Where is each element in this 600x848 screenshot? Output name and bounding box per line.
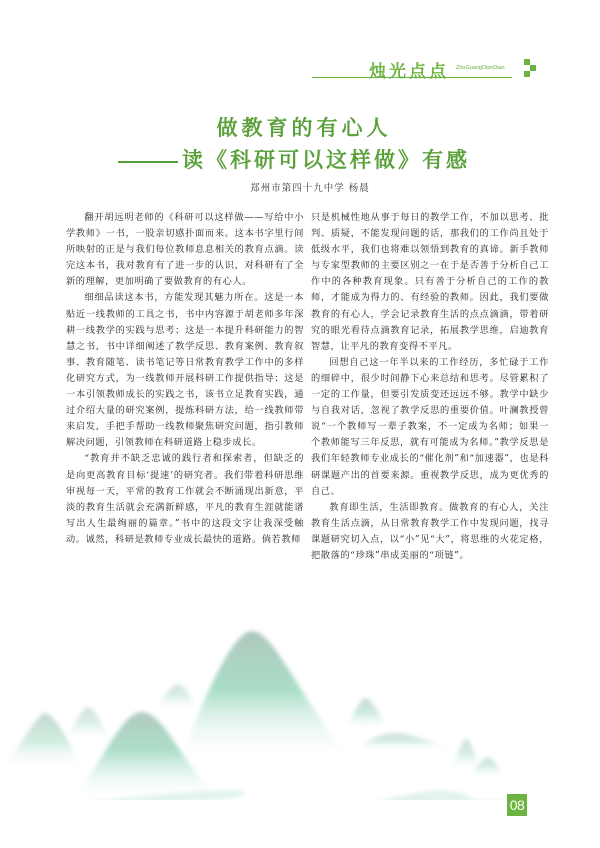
paragraph: 教育即生活，生活即教育。做教育的有心人，关注教育生活点滴，从日常教育教学工作中发现问题，找寻课题研究切入点，以“小”见“大”，将思维的火花定格，把散落的“珍珠”串成美丽的“项链”。 — [311, 501, 549, 561]
section-title: 烛光点点 — [369, 62, 449, 82]
paragraph: 只是机械性地从事于每日的教学工作，不加以思考、批判、质疑，不能发现问题的话，那我们的工作尚且处于低级水平，我们也将难以领悟到教育的真谛。新手教师与专家型教师的主要区别之一在于是否善于分析自己工作中的各种教育现象。只有善于分析自己的工作的教师，才能成为得力的、有经验的教师。因此，我们要做教育的有心人，学会记录教育生活的点点滴滴，带着研究的眼光看待点滴教育记录，拓展教学思维，启迪教育智慧，让平凡的教育变得不平凡。 — [311, 212, 549, 352]
paragraph: 翻开胡远明老师的《科研可以这样做——写给中小学教师》一书，一股亲切感扑面而来。这本书字里行间所映射的正是与我们每位教师息息相关的教育点滴。读完这本书，我对教育有了进一步的认识，对科研有了全新的理解，更加明确了要做教育的有心人。 — [66, 212, 304, 288]
section-subtitle: ZhuGuangDianDian — [456, 65, 505, 71]
mountain-landscape-illustration — [0, 600, 600, 800]
paragraph: “教育并不缺乏忠诚的践行者和探索者，但缺乏的是向更高教育目标‘提速’的研究者。我们带着科研思维审视每一天，平常的教育工作就会不断涌现出新意，平淡的教育生活就会充满新鲜感，平凡的教育生涯就能谱写出人生最绚丽的篇章。”书中的这段文字让我深受触动。诚然，科研是教师专业成长最快的道路。倘若教师 — [66, 453, 304, 545]
page-number: 08 — [507, 794, 527, 816]
paragraph: 细细品读这本书，方能发现其魅力所在。这是一本贴近一线教师的工具之书，书中内容源于胡老师多年深耕一线教学的实践与思考；这是一本提升科研能力的智慧之书，书中详细阐述了教学反思、教育案例、教育叙事、教育随笔、读书笔记等日常教育教学工作中的多样化研究方式，为一线教师开展科研工作提供指导；这是一本引领教师成长的实践之书，该书立足教育实践，通过介绍大量的研究案例，提炼科研方法，给一线教师带来启发，手把手帮助一线教师聚焦研究问题，指引教师解决问题，引领教师在科研道路上稳步成长。 — [66, 292, 304, 449]
section-header — [312, 55, 542, 85]
right-column — [311, 210, 549, 564]
article-subtitle-text: 读《科研可以这样做》有感 — [182, 147, 470, 172]
paragraph: 回想自己这一年半以来的工作经历，多忙碌于工作的细碎中，很少时间静下心来总结和思考。尽管累积了一定的工作量，但要引发质变还远远不够。教学中缺少与自我对话，忽视了教学反思的重要价值。叶澜教授曾说“一个教师写一辈子教案，不一定成为名师；如果一个教师能写三年反思，就有可能成为名师。”教学反思是我们年轻教师专业成长的“催化剂”和“加速器”，也是科研课题产出的首要来源。重视教学反思，成为更优秀的自己。 — [311, 356, 549, 497]
em-dash — [118, 161, 178, 163]
article-title: 做教育的有心人 — [216, 115, 392, 140]
byline: 郑州市第四十九中学 杨晨 — [250, 183, 370, 194]
article-subtitle — [118, 144, 470, 174]
left-column — [66, 210, 304, 548]
